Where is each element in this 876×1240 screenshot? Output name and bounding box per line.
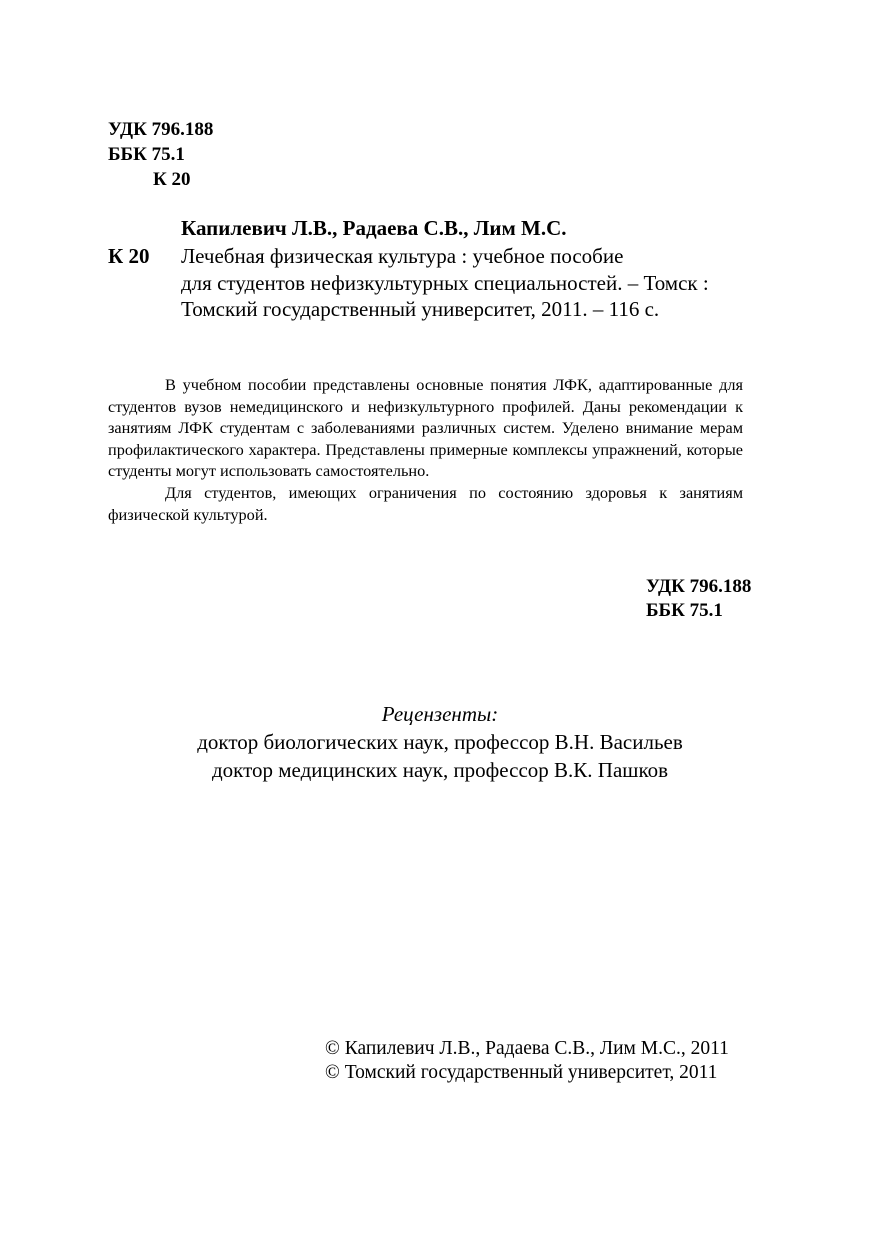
udk-code-top: УДК 796.188 xyxy=(108,119,214,140)
title-line-1: Лечебная физическая культура : учебное пособие xyxy=(181,244,624,268)
copyright-university: © Томский государственный университет, 2011 xyxy=(325,1062,718,1083)
reviewer-2: доктор медицинских наук, профессор В.К. Пашков xyxy=(212,758,668,782)
authors: Капилевич Л.В., Радаева С.В., Лим М.С. xyxy=(181,216,567,240)
abstract-paragraph: Для студентов, имеющих ограничения по состоянию здоровья к занятиям физической культурой. xyxy=(108,482,743,524)
reviewer-1: доктор биологических наук, профессор В.Н. Васильев xyxy=(197,730,683,754)
reviewers-heading: Рецензенты: xyxy=(381,702,499,726)
bbk-code-top: ББК 75.1 xyxy=(108,144,185,165)
udk-code-bottom: УДК 796.188 xyxy=(646,576,752,597)
author-mark-top: К 20 xyxy=(153,169,191,190)
title-line-3: Томский государственный университет, 2011. – 116 с. xyxy=(181,297,660,321)
abstract xyxy=(108,374,743,525)
abstract-paragraph: В учебном пособии представлены основные понятия ЛФК, адаптированные для студентов вузов немедицинского и нефизкультурного профилей. Даны рекомендации к занятиям ЛФК студентам с заболеваниями различных систем. Уделено внимание мерам профилактического характера. Представлены примерные комплексы упражнений, которые студенты могут использовать самостоятельно. xyxy=(108,375,743,481)
bbk-code-bottom: ББК 75.1 xyxy=(646,600,723,621)
copyright-authors: © Капилевич Л.В., Радаева С.В., Лим М.С., 2011 xyxy=(325,1038,729,1059)
author-mark: К 20 xyxy=(108,244,150,268)
title-line-2: для студентов нефизкультурных специальностей. – Томск : xyxy=(181,271,709,295)
